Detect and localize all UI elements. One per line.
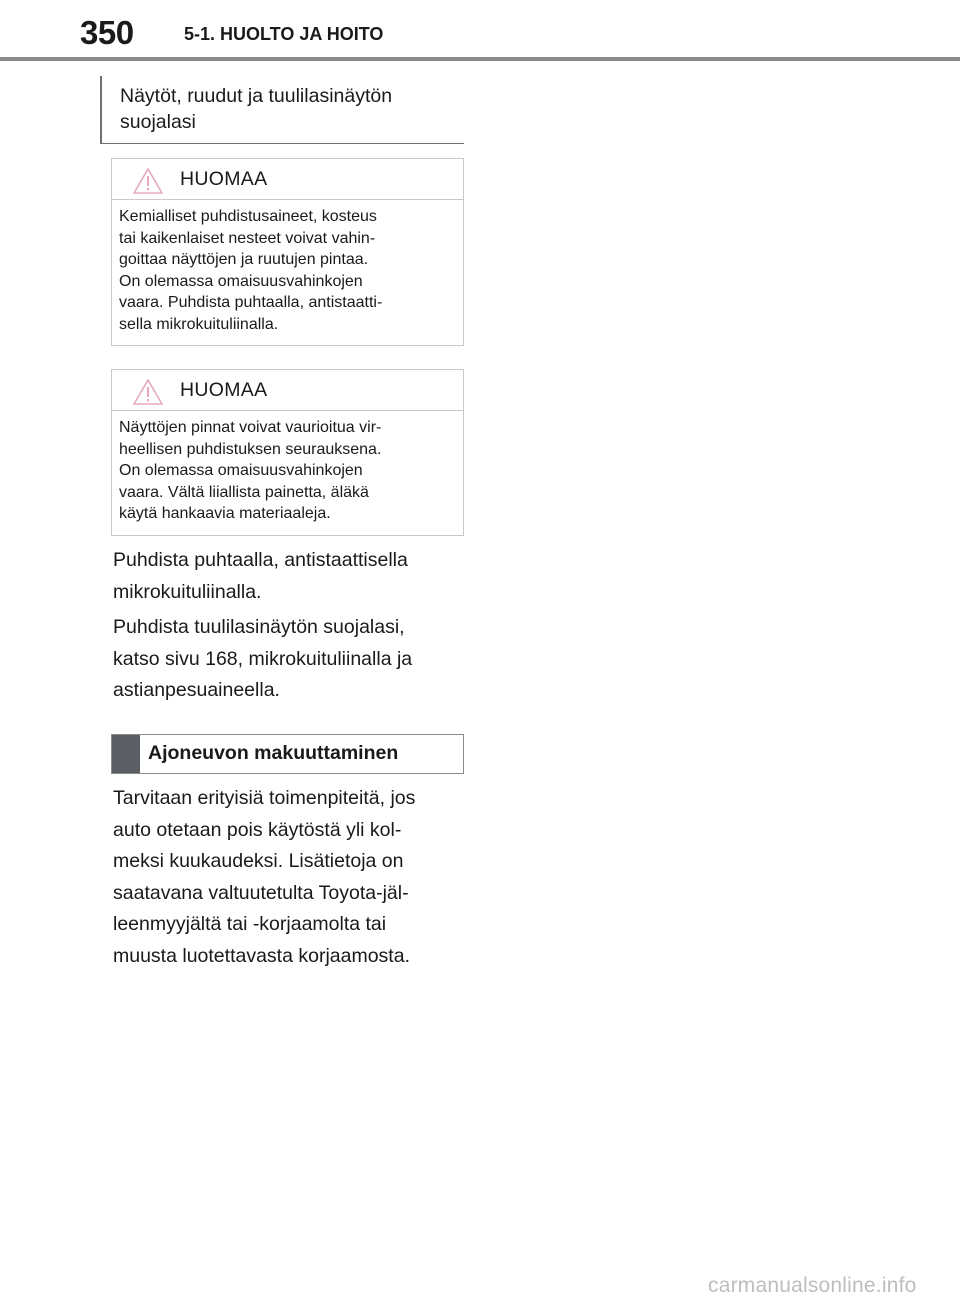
- notice-box-2: [111, 369, 464, 536]
- paragraph-line: auto otetaan pois käytöstä yli kol-: [113, 818, 402, 841]
- notice-header: [112, 370, 463, 411]
- subsection-title: [120, 83, 450, 135]
- paragraph-hud-glass: [113, 612, 473, 707]
- notice-line: tai kaikenlaiset nesteet voivat vahin-: [119, 229, 376, 247]
- section-heading-bar: [111, 734, 464, 774]
- notice-title: HUOMAA: [180, 379, 268, 401]
- notice-line: sella mikrokuituliinalla.: [119, 315, 279, 333]
- notice-title: HUOMAA: [180, 168, 268, 190]
- notice-line: Kemialliset puhdistusaineet, kosteus: [119, 208, 377, 225]
- paragraph-line: Tarvitaan erityisiä toimenpiteitä, jos: [113, 787, 416, 809]
- paragraph-cleaning: [113, 545, 473, 608]
- paragraph-line: meksi kuukaudeksi. Lisätietoja on: [113, 850, 404, 872]
- notice-line: On olemassa omaisuusvahinkojen: [119, 462, 363, 480]
- watermark: carmanualsonline.info: [708, 1274, 917, 1297]
- paragraph-line: saatavana valtuutetulta Toyota-jäl-: [113, 881, 409, 904]
- notice-line: goittaa näyttöjen ja ruutujen pintaa.: [119, 251, 369, 269]
- notice-line: vaara. Vältä liiallista painetta, äläkä: [119, 483, 369, 501]
- subsection-heading: [100, 76, 464, 144]
- warning-triangle-icon: [132, 378, 164, 406]
- paragraph-storage: [113, 783, 473, 972]
- notice-line: On olemassa omaisuusvahinkojen: [119, 272, 363, 290]
- paragraph-line: leenmyyjältä tai -korjaamolta tai: [113, 913, 387, 935]
- section-heading-tab: [112, 735, 140, 773]
- paragraph-line: Puhdista tuulilasinäytön suojalasi,: [113, 616, 405, 638]
- subsection-title-line: suojalasi: [120, 111, 196, 133]
- notice-line: Näyttöjen pinnat voivat vaurioitua vir-: [119, 419, 382, 436]
- subsection-title-line: Näytöt, ruudut ja tuulilasinäytön: [120, 85, 393, 107]
- paragraph-line: muusta luotettavasta korjaamosta.: [113, 944, 410, 967]
- page-header: [0, 0, 960, 62]
- notice-body: [112, 411, 463, 535]
- paragraph-line: astianpesuaineella.: [113, 679, 280, 701]
- notice-header: [112, 159, 463, 200]
- section-title: 5-1. HUOLTO JA HOITO: [184, 24, 384, 44]
- notice-line: käytä hankaavia materiaaleja.: [119, 505, 331, 523]
- paragraph-line: katso sivu 168, mikrokuituliinalla ja: [113, 647, 413, 670]
- notice-line: heellisen puhdistuksen seurauksena.: [119, 440, 382, 458]
- notice-line: vaara. Puhdista puhtaalla, antistaatti-: [119, 294, 383, 312]
- section-heading-title: Ajoneuvon makuuttaminen: [148, 742, 399, 764]
- warning-triangle-icon: [132, 167, 164, 195]
- paragraph-line: mikrokuituliinalla.: [113, 580, 262, 603]
- page-number: 350: [80, 14, 134, 51]
- paragraph-line: Puhdista puhtaalla, antistaattisella: [113, 549, 408, 571]
- notice-box-1: [111, 158, 464, 346]
- header-rule: [0, 57, 960, 61]
- notice-body: [112, 200, 463, 346]
